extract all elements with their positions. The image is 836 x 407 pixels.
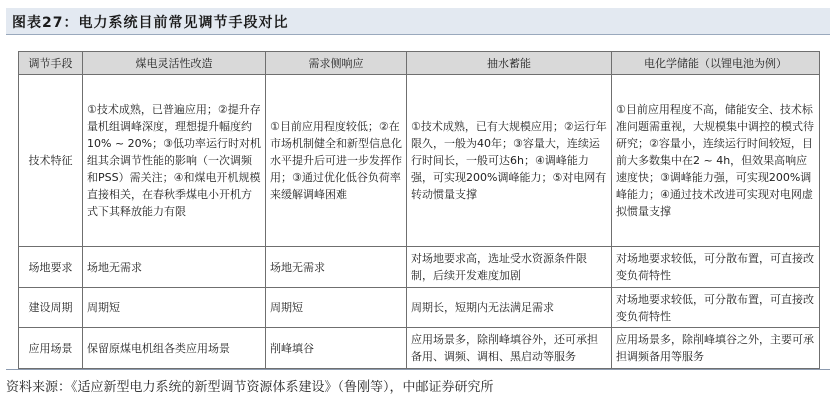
table-cell: 保留原煤电机组各类应用场景 [83,328,266,369]
table-cell: 削峰填谷 [266,328,407,369]
cropped-previous-text [0,0,836,6]
header-pumped-storage: 抽水蓄能 [407,52,612,75]
table-cell: 周期短 [266,288,407,328]
figure-title: 图表27：电力系统目前常见调节手段对比 [12,15,289,31]
table-cell: 场地无需求 [266,247,407,288]
table-cell: 周期短 [83,288,266,328]
table-row [19,288,820,328]
table-cell: 场地无需求 [83,247,266,288]
table-row [19,247,820,288]
figure-title-bar [6,8,830,35]
table-cell: 应用场景多，除削峰填谷外，还可承担备用、调频、调相、黑启动等服务 [407,328,612,369]
table-cell: ①目前应用程度较低；②在市场机制健全和新型信息化水平提升后可进一步发挥作用；③通过优化低谷负荷率来缓解调峰困难 [266,75,407,247]
row-label: 场地要求 [19,247,83,288]
header-demand-response: 需求侧响应 [266,52,407,75]
comparison-table [18,51,820,369]
table-cell: 应用场景多，除削峰填谷之外，主要可承担调频备用等服务 [612,328,820,369]
table-cell: 对场地要求高，选址受水资源条件限制，后续开发难度加剧 [407,247,612,288]
divider [6,369,830,370]
table-row [19,75,820,247]
table-row [19,328,820,369]
row-label: 建设周期 [19,288,83,328]
table-cell: 对场地要求较低，可分散布置，可直接改变负荷特性 [612,247,820,288]
header-coal-flexibility: 煤电灵活性改造 [83,52,266,75]
source-note: 资料来源：《适应新型电力系统的新型调节资源体系建设》（鲁刚等），中邮证券研究所 [6,380,494,395]
table-cell: ①技术成熟，已有大规模应用；②运行年限久，一般为40年；③容量大，连续运行时间长，一般可达6h；④调峰能力强，可实现200%调峰能力；⑤对电网有转动惯量支撑 [407,75,612,247]
table-cell: 周期长，短期内无法满足需求 [407,288,612,328]
table-cell: ①目前应用程度不高，储能安全、技术标准问题需重视，大规模集中调控的模式待研究；②容量小，连续运行时间较短，目前大多数集中在2 ~ 4h，但效果高响应速度快；③调峰能力强，可实现200%调峰能力；④通过技术改进可实现对电网虚拟惯量支撑 [612,75,820,247]
header-electrochemical-storage: 电化学储能（以锂电池为例） [612,52,820,75]
row-label: 应用场景 [19,328,83,369]
table-cell: 对场地要求较低，可分散布置，可直接改变负荷特性 [612,288,820,328]
row-label: 技术特征 [19,75,83,247]
table-header-row [19,52,820,75]
header-method: 调节手段 [19,52,83,75]
table-cell: ①技术成熟，已普遍应用；②提升存量机组调峰深度，理想提升幅度约10% ~ 20%；③低功率运行时对机组其余调节性能的影响（一次调频和PSS）需关注；④和煤电开机规模直接相关，在春秋季煤电小开机方式下其释放能力有限 [83,75,266,247]
